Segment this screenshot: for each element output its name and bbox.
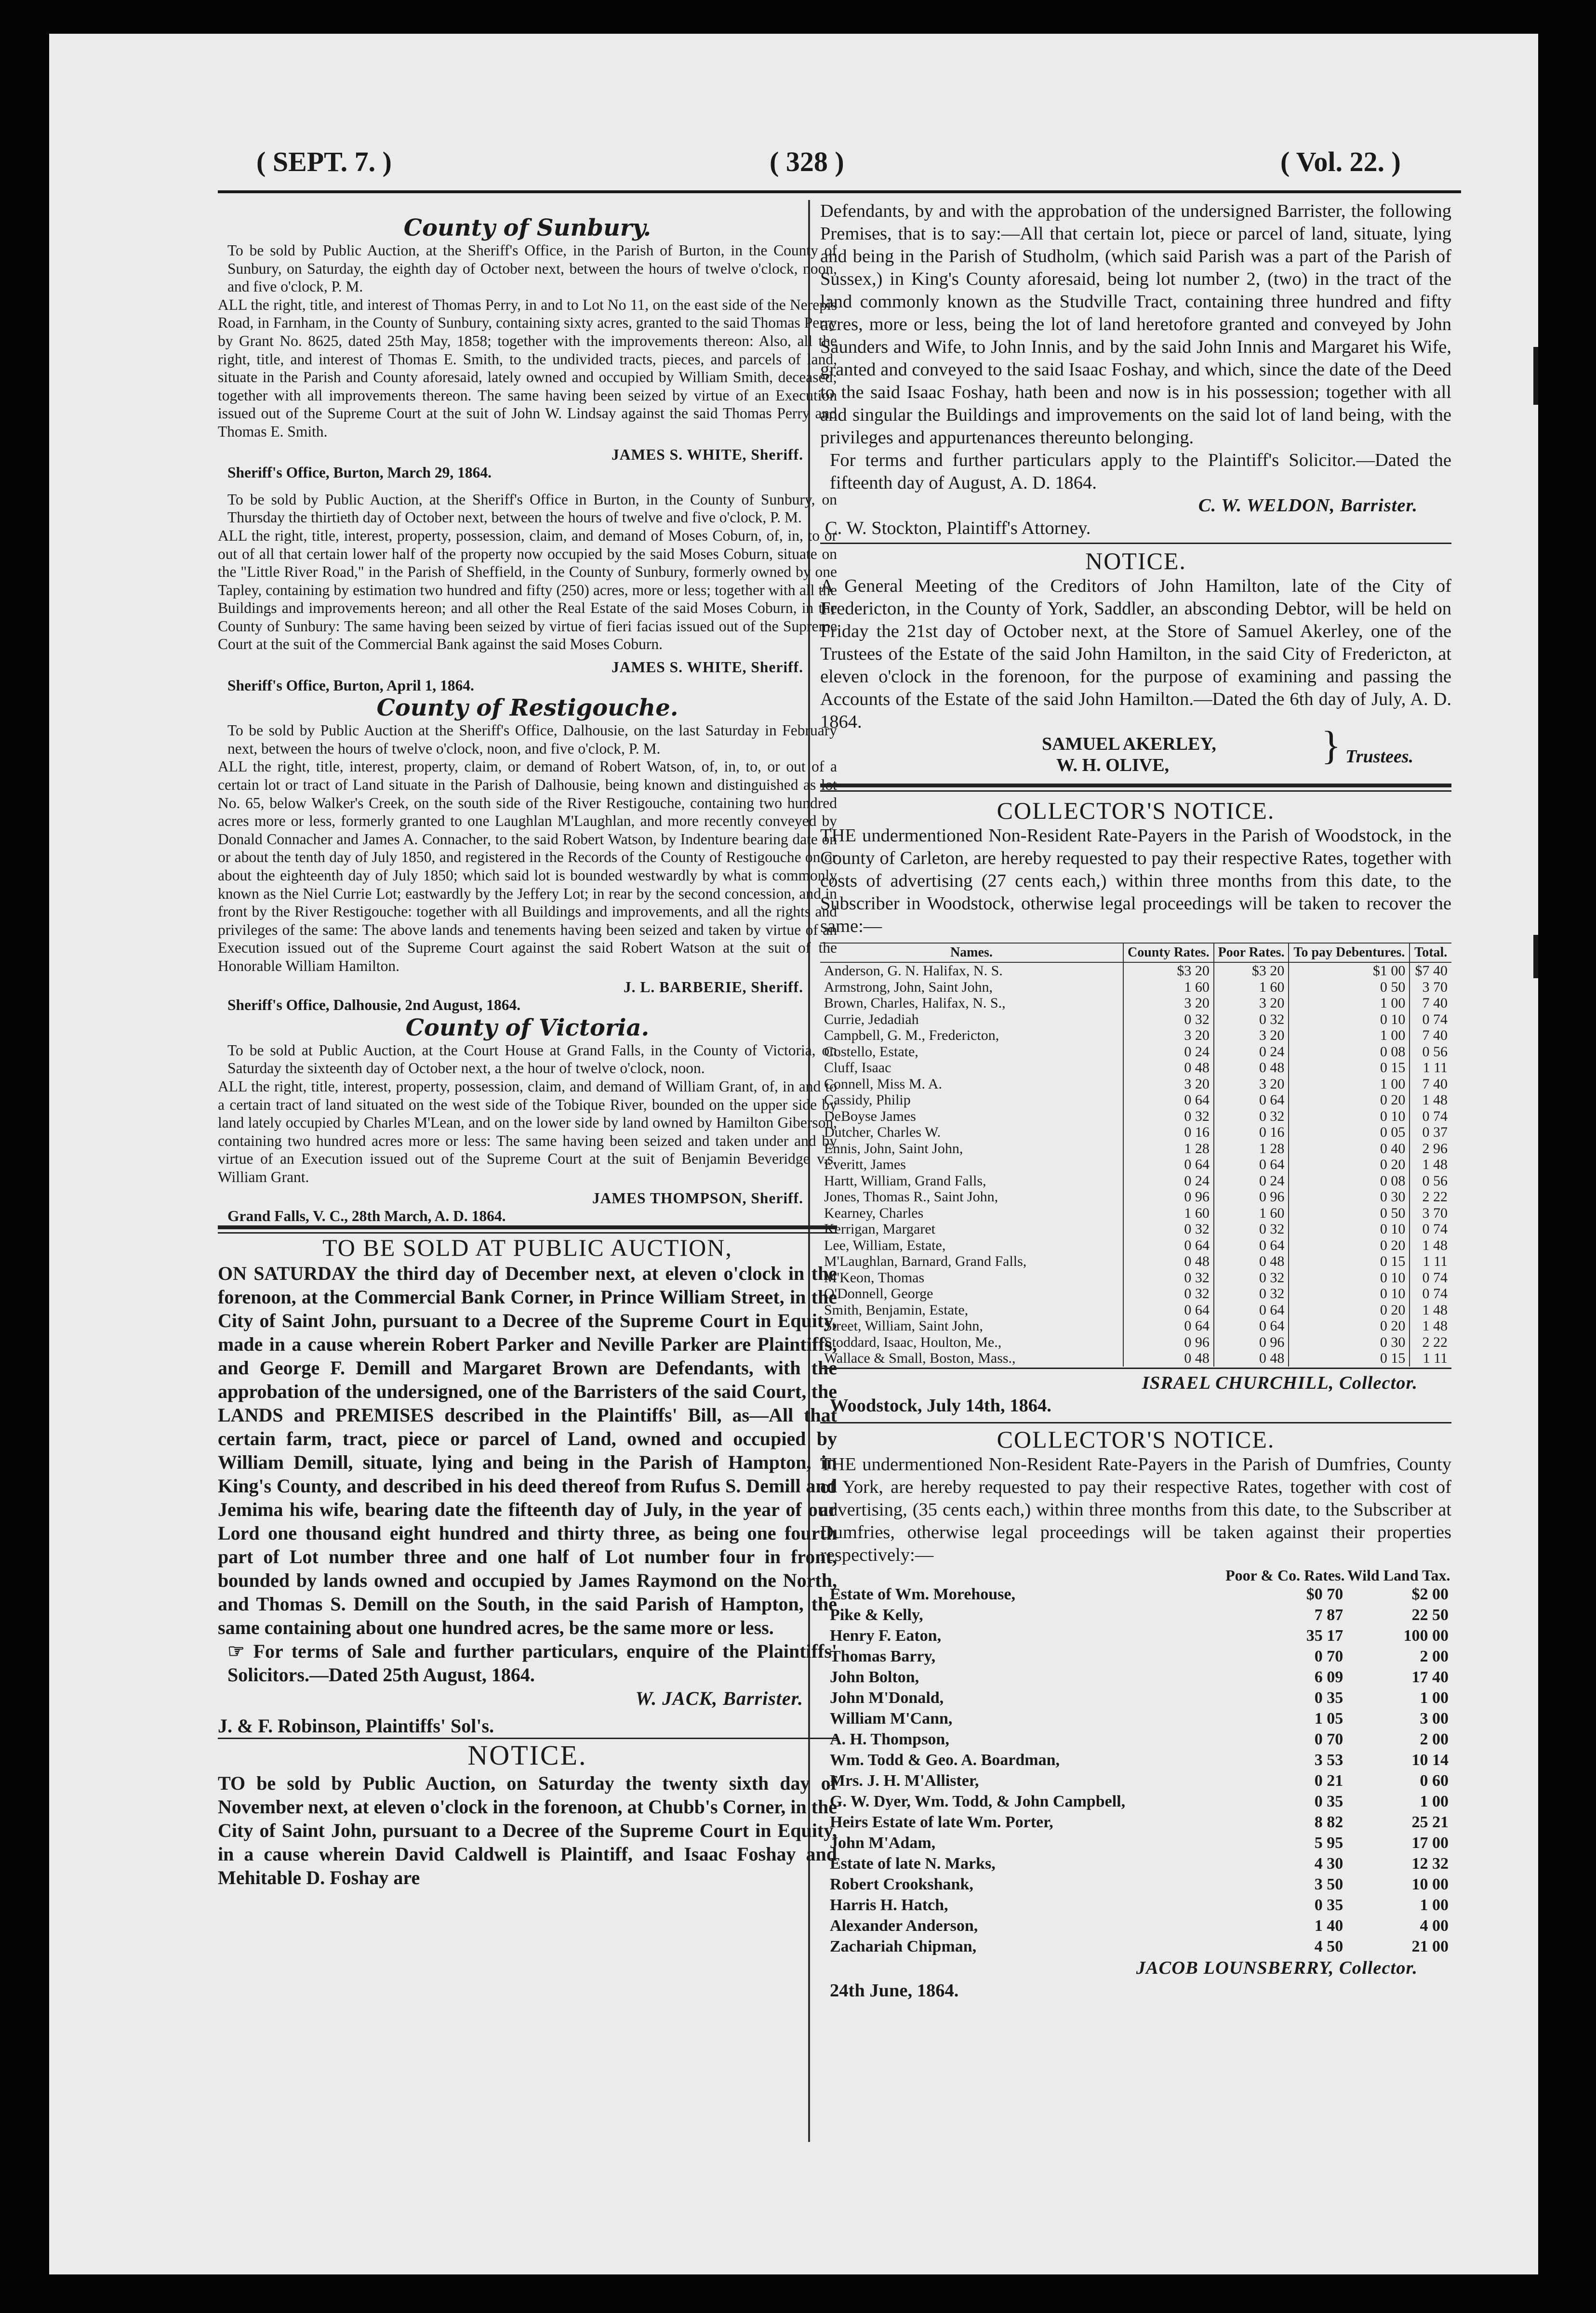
rate-value: 1 48 <box>1422 1156 1448 1172</box>
rate-value: 3 20 <box>1214 1027 1289 1044</box>
rate-value: 3 20 <box>1123 1027 1214 1044</box>
dumfries-title: COLLECTOR'S NOTICE. <box>997 1425 1275 1453</box>
rate-value: 1 48 <box>1422 1237 1448 1253</box>
dumfries-rates-table <box>820 1567 1451 1957</box>
table-row <box>820 1605 1451 1625</box>
table-row <box>820 1302 1451 1318</box>
restigouche-signature: J. L. BARBERIE, Sheriff. <box>623 978 803 996</box>
header-rule <box>218 190 1461 193</box>
heading-victoria: County of Victoria. <box>405 1014 650 1041</box>
ratepayer-name: Heirs Estate of late Wm. Porter, <box>830 1813 1053 1831</box>
rate-value: 0 32 <box>1214 1270 1289 1286</box>
rate-value: 0 48 <box>1214 1350 1289 1367</box>
rate-value: $3 20 <box>1123 962 1214 979</box>
rate-value: $7 40 <box>1415 963 1448 979</box>
rate-value: 0 64 <box>1123 1302 1214 1318</box>
ratepayer-name: Kerrigan, Margaret <box>820 1221 1123 1237</box>
rate-value: 0 32 <box>1123 1286 1214 1302</box>
woodstock-body: THE undermentioned Non-Resident Rate-Payers in the Parish of Woodstock, in the County of Carleton, are hereby requested to pay their respective Rates, together with costs of advertising (27 cents each,) within three months from this date, to the Subscriber in Woodstock, otherwise legal proceedings will be taken to recover the same:— <box>820 825 1451 936</box>
ratepayer-name: Currie, Jedadiah <box>820 1011 1123 1028</box>
rate-value: 2 00 <box>1420 1730 1449 1748</box>
rate-value: 0 64 <box>1123 1156 1214 1173</box>
rate-value: 0 20 <box>1289 1092 1410 1108</box>
table-row <box>820 979 1451 996</box>
continuation-body: Defendants, by and with the approbation of the undersigned Barrister, the following Premises, that is to say:—All that certain lot, piece or parcel of land, situate, lying and being in the Parish of Studholm, (which said Parish was a part of the Parish of Sussex,) in King's County aforesaid, being lot number 2, (two) in the tract of the land commonly known as the Studville Tract, containing three hundred and fifty acres, more or less, being the lot of land heretofore granted and conveyed by John Saunders and Wife, to John Innis, and by the said John Innis and Margaret his Wife, granted and conveyed to the said Isaac Foshay, and which, since the date of the Deed to the said Isaac Foshay, hath been and now is in his possession; together with all and singular the Buildings and improvements on the said lot of land being, with the privileges and appurtenances thereunto belonging. <box>820 201 1451 448</box>
ratepayer-name: M'Laughlan, Barnard, Grand Falls, <box>820 1253 1123 1270</box>
header-volume: ( Vol. 22. ) <box>1280 146 1401 177</box>
rate-value: 3 20 <box>1214 1076 1289 1092</box>
dumfries-signature: JACOB LOUNSBERRY, Collector. <box>1136 1957 1418 1978</box>
rate-value: 0 24 <box>1123 1044 1214 1060</box>
rate-value: 1 11 <box>1423 1350 1448 1366</box>
rate-value: 0 32 <box>1214 1108 1289 1125</box>
rate-value: 0 15 <box>1289 1253 1410 1270</box>
table-row <box>820 1173 1451 1189</box>
table-row <box>820 1584 1451 1605</box>
hamilton-notice-body: A General Meeting of the Creditors of John Hamilton, late of the City of Fredericton, in the County of York, Saddler, an absconding Debtor, will be held on Friday the 21st day of October next, at the Store of Samuel Akerley, one of the Trustees of the Estate of the said John Hamilton, in the said City of Fredericton, at eleven o'clock in the forenoon, for the purpose of examining and passing the Accounts of the Estate of the said John Hamilton.—Dated the 6th day of July, A. D. 1864. <box>820 576 1451 732</box>
rate-value: 0 64 <box>1214 1302 1289 1318</box>
ratepayer-name: Street, William, Saint John, <box>820 1318 1123 1334</box>
ratepayer-name: Anderson, G. N. Halifax, N. S. <box>820 962 1123 979</box>
rate-value: 0 15 <box>1289 1350 1410 1367</box>
ratepayer-name: Robert Crookshank, <box>830 1875 973 1893</box>
hamilton-notice-title: NOTICE. <box>1085 547 1186 574</box>
rate-value: 3 20 <box>1214 995 1289 1011</box>
rate-value: 0 40 <box>1289 1141 1410 1157</box>
table-row <box>820 1060 1451 1076</box>
rate-value: 0 32 <box>1214 1011 1289 1028</box>
ratepayer-name: Campbell, G. M., Fredericton, <box>820 1027 1123 1044</box>
rate-value: 10 00 <box>1411 1875 1449 1893</box>
rate-value: 0 32 <box>1123 1011 1214 1028</box>
header-date: ( SEPT. 7. ) <box>256 146 392 177</box>
table-row <box>820 1044 1451 1060</box>
ratepayer-name: Everitt, James <box>820 1156 1123 1173</box>
rate-value: 17 00 <box>1411 1834 1449 1852</box>
ratepayer-name: Connell, Miss M. A. <box>820 1076 1123 1092</box>
rate-value: 0 35 <box>1314 1896 1343 1914</box>
table-row <box>820 1124 1451 1141</box>
victoria-intro: To be sold at Public Auction, at the Court House at Grand Falls, in the County of Victoria, on Saturday the sixteenth day of October next, a the hour of twelve o'clock, noon. <box>227 1041 837 1077</box>
rate-value: 0 64 <box>1214 1237 1289 1254</box>
restigouche-intro: To be sold by Public Auction at the Sheriff's Office, Dalhousie, on the last Saturday in February next, between the hours of twelve o'clock, noon, and five o'clock, P. M. <box>227 722 837 757</box>
rate-value: 0 60 <box>1420 1771 1449 1790</box>
col-header-total: Total. <box>1410 943 1451 962</box>
edge-mark <box>1533 935 1538 978</box>
sunbury-notice2-signature: JAMES S. WHITE, Sheriff. <box>612 659 803 676</box>
ratepayer-name: John Bolton, <box>830 1668 919 1686</box>
rate-value: 0 56 <box>1422 1043 1448 1060</box>
rate-value: 1 60 <box>1123 979 1214 996</box>
continuation-signature: C. W. WELDON, Barrister. <box>1198 495 1418 516</box>
rate-value: 0 35 <box>1314 1688 1343 1707</box>
table-row <box>820 1237 1451 1254</box>
col-header-names: Names. <box>820 943 1123 962</box>
ratepayer-name: Estate of late N. Marks, <box>830 1854 996 1873</box>
rate-value: 1 48 <box>1422 1092 1448 1108</box>
rate-value: 7 87 <box>1314 1606 1343 1624</box>
rate-value: 0 08 <box>1289 1173 1410 1189</box>
rate-value: 0 24 <box>1123 1173 1214 1189</box>
col-header-poor-co: Poor & Co. Rates. <box>1225 1566 1345 1584</box>
rate-value: $3 20 <box>1214 962 1289 979</box>
table-row <box>820 1833 1451 1853</box>
ratepayer-name: Kearney, Charles <box>820 1205 1123 1222</box>
col-header-debentures: To pay Debentures. <box>1289 943 1410 962</box>
table-row <box>820 1646 1451 1667</box>
rate-value: 0 24 <box>1214 1173 1289 1189</box>
rate-value: 1 00 <box>1289 995 1410 1011</box>
rate-value: 3 53 <box>1314 1751 1343 1769</box>
sunbury-notice1-intro: To be sold by Public Auction, at the Sheriff's Office, in the Parish of Burton, in the County of Sunbury, on Saturday, the eighth day of October next, between the hours of twelve o'clock, noon, and five o'clock, P. M. <box>227 242 837 295</box>
rate-value: 0 48 <box>1123 1060 1214 1076</box>
woodstock-rows <box>820 962 1451 1367</box>
ratepayer-name: John M'Donald, <box>830 1688 944 1707</box>
newspaper-page <box>49 34 1538 2274</box>
rate-value: 0 10 <box>1289 1286 1410 1302</box>
ratepayer-name: Mrs. J. H. M'Allister, <box>830 1771 979 1790</box>
rate-value: 0 48 <box>1214 1060 1289 1076</box>
table-row <box>820 1688 1451 1708</box>
section-rule <box>820 784 1451 792</box>
sunbury-notice2-intro: To be sold by Public Auction, at the Sheriff's Office in Burton, in the County of Sunbury, on Thursday the thirtieth day of October next, between the hours of twelve and five o'clock, P. M. <box>227 491 837 526</box>
rate-value: 12 32 <box>1411 1854 1449 1873</box>
table-row <box>820 1853 1451 1874</box>
rate-value: 0 16 <box>1214 1124 1289 1141</box>
ratepayer-name: John M'Adam, <box>830 1834 936 1852</box>
trustees-label: Trustees. <box>1345 746 1414 767</box>
rate-value: 1 11 <box>1423 1253 1448 1269</box>
col-header-wild-land: Wild Land Tax. <box>1347 1566 1450 1584</box>
victoria-dated: Grand Falls, V. C., 28th March, A. D. 1864. <box>227 1208 506 1225</box>
rate-value: 0 70 <box>1314 1647 1343 1665</box>
ratepayer-name: Cluff, Isaac <box>820 1060 1123 1076</box>
rate-value: 3 20 <box>1123 995 1214 1011</box>
rate-value: 5 95 <box>1314 1834 1343 1852</box>
ratepayer-name: Pike & Kelly, <box>830 1606 923 1624</box>
woodstock-title: COLLECTOR'S NOTICE. <box>997 797 1275 824</box>
rate-value: $1 00 <box>1289 962 1410 979</box>
rate-value: 7 40 <box>1422 995 1448 1011</box>
rate-value: 0 20 <box>1289 1318 1410 1334</box>
rate-value: 3 70 <box>1422 979 1448 995</box>
table-row <box>820 1334 1451 1351</box>
auction-title: TO BE SOLD AT PUBLIC AUCTION, <box>322 1234 732 1261</box>
rate-value: 1 05 <box>1314 1709 1343 1728</box>
table-row <box>820 1895 1451 1915</box>
rate-value: 1 60 <box>1123 1205 1214 1222</box>
rate-value: 0 96 <box>1214 1189 1289 1205</box>
ratepayer-name: Smith, Benjamin, Estate, <box>820 1302 1123 1318</box>
rate-value: 1 11 <box>1423 1060 1448 1076</box>
rate-value: 7 40 <box>1422 1076 1448 1092</box>
victoria-body: ALL the right, title, interest, property, possession, claim, and demand of William Grant, of, in and to a certain tract of land situated on the west side of the Tobique River, bounded on the upper side by land lately occupied by Charles M'Lean, and on the lower side by land owned by Hamilton Giberson, containing two hundred acres more or less: The same having been seized and taken under and by virtue of an Execution issued out of the Supreme Court at the suit of Benjamin Beveridge v.s. William Grant. <box>218 1077 837 1185</box>
rate-value: 3 70 <box>1422 1205 1448 1221</box>
rate-value: 0 16 <box>1123 1124 1214 1141</box>
section-rule <box>820 1422 1451 1423</box>
table-row <box>820 1350 1451 1367</box>
ratepayer-name: Brown, Charles, Halifax, N. S., <box>820 995 1123 1011</box>
continuation-terms: For terms and further particulars apply to the Plaintiff's Solicitor.—Dated the fifteenth day of August, A. D. 1864. <box>830 450 1451 493</box>
ratepayer-name: Thomas Barry, <box>830 1647 936 1665</box>
rate-value: 0 96 <box>1123 1334 1214 1351</box>
rate-value: 0 74 <box>1422 1221 1448 1237</box>
section-rule <box>218 1225 837 1234</box>
rate-value: 0 64 <box>1123 1237 1214 1254</box>
rate-value: 0 48 <box>1123 1350 1214 1367</box>
table-row <box>820 1936 1451 1957</box>
victoria-signature: JAMES THOMPSON, Sheriff. <box>592 1189 803 1207</box>
trustee-olive: W. H. OLIVE, <box>1056 755 1170 775</box>
table-row <box>820 995 1451 1011</box>
rate-value: 0 64 <box>1214 1156 1289 1173</box>
rate-value: 0 96 <box>1214 1334 1289 1351</box>
rate-value: 0 48 <box>1123 1253 1214 1270</box>
rate-value: 1 00 <box>1289 1076 1410 1092</box>
ratepayer-name: Jones, Thomas R., Saint John, <box>820 1189 1123 1205</box>
ratepayer-name: Ennis, John, Saint John, <box>820 1141 1123 1157</box>
ratepayer-name: Costello, Estate, <box>820 1044 1123 1060</box>
table-row <box>820 1874 1451 1895</box>
rate-value: 1 28 <box>1214 1141 1289 1157</box>
rate-value: 7 40 <box>1422 1027 1448 1043</box>
rate-value: 0 20 <box>1289 1156 1410 1173</box>
rate-value: 4 00 <box>1420 1916 1449 1935</box>
table-row <box>820 1750 1451 1770</box>
rate-value: 22 50 <box>1411 1606 1449 1624</box>
rate-value: 0 74 <box>1422 1011 1448 1027</box>
rate-value: 1 00 <box>1420 1792 1449 1810</box>
ratepayer-name: DeBoyse James <box>820 1108 1123 1125</box>
rate-value: 2 96 <box>1422 1140 1448 1156</box>
table-row <box>820 1729 1451 1750</box>
left-column <box>218 200 837 2274</box>
table-row <box>820 1791 1451 1812</box>
table-row <box>820 1286 1451 1302</box>
bottom-notice-body: TO be sold by Public Auction, on Saturday the twenty sixth day of November next, at eleven o'clock in the forenoon, at Chubb's Corner, in the City of Saint John, pursuant to a Decree of the Supreme Court in Equity, in a cause wherein David Caldwell is Plaintiff, and Isaac Foshay and Mehitable D. Foshay are <box>218 1772 837 1888</box>
sunbury-notice1-body: ALL the right, title, and interest of Thomas Perry, in and to Lot No 11, on the east side of the Nerepis Road, in Farnham, in the County of Sunbury, containing sixty acres, granted to the said Thomas Perry by Grant No. 8625, dated 25th May, 1858; together with the improvements thereon: Also, all the right, title, and interest of Thomas E. Smith, to the undivided tracts, pieces, and parcels of land, situate in the Parish and County aforesaid, lately owned and occupied by William Smith, deceased; together with all improvements thereon. The same having been seized by virtue of an Execution issued out of the Supreme Court at the suit of John W. Lindsay against the said Thomas Perry and Thomas E. Smith. <box>218 296 837 440</box>
rate-value: 0 37 <box>1422 1124 1448 1140</box>
heading-restigouche: County of Restigouche. <box>376 694 678 722</box>
rate-value: 0 20 <box>1289 1302 1410 1318</box>
rate-value: 0 74 <box>1422 1108 1448 1124</box>
rate-value: 10 14 <box>1411 1751 1449 1769</box>
rate-value: 2 00 <box>1420 1647 1449 1665</box>
ratepayer-name: Henry F. Eaton, <box>830 1626 942 1645</box>
table-row <box>820 1270 1451 1286</box>
edge-mark <box>1533 347 1538 405</box>
rate-value: 0 15 <box>1289 1060 1410 1076</box>
rate-value: 0 48 <box>1214 1253 1289 1270</box>
rate-value: 0 30 <box>1289 1334 1410 1351</box>
sunbury-notice2-body: ALL the right, title, interest, property, possession, claim, and demand of Moses Coburn, of, in, to or out of all that certain lower half of the property now occupied by the said Moses Coburn, situate on the "Little River Road," in the Parish of Sheffield, in the County of Sunbury, formerly owned by one Tapley, containing by estimation two hundred and fifty (250) acres, more or less; together with all the Buildings and improvements hereon; and all other the Real Estate of the said Moses Coburn, in the County of Sunbury: The same having been seized by virtue of fieri facias issued out of the Supreme Court at the suit of the Commercial Bank against the said Moses Coburn. <box>218 527 837 653</box>
bottom-notice-title: NOTICE. <box>467 1739 587 1771</box>
rate-value: 0 64 <box>1214 1318 1289 1334</box>
rate-value: 0 50 <box>1289 1205 1410 1222</box>
restigouche-dated: Sheriff's Office, Dalhousie, 2nd August, 1864. <box>227 997 521 1014</box>
table-row <box>820 1625 1451 1646</box>
rate-value: 0 74 <box>1422 1269 1448 1286</box>
dumfries-dated: 24th June, 1864. <box>830 1980 959 2001</box>
rate-value: 0 32 <box>1123 1221 1214 1237</box>
rate-value: 0 64 <box>1123 1092 1214 1108</box>
rate-value: 1 60 <box>1214 1205 1289 1222</box>
table-row <box>820 1076 1451 1092</box>
auction-signature: W. JACK, Barrister. <box>635 1687 803 1709</box>
dumfries-rows <box>820 1584 1451 1957</box>
auction-body: ON SATURDAY the third day of December next, at eleven o'clock in the forenoon, at the Commercial Bank Corner, in Prince William Street, in the City of Saint John, pursuant to a Decree of the Supreme Court in Equity, made in a cause wherein Robert Parker and Neville Parker are Plaintiffs, and George F. Demill and Margaret Brown are Defendants, with the approbation of the undersigned, one of the Barristers of the said Court, the LANDS and PREMISES described in the Plaintiffs' Bill, as—All that certain farm, tract, piece or parcel of Land, owned and occupied by William Demill, situate, lying and being in the Parish of Hampton, in King's County, and described in his deed thereof from Rufus S. Demill and Jemima his wife, bearing date the fifteenth day of July, in the year of our Lord one thousand eight hundred and thirty three, as being one fourth part of Lot number three and one half of Lot number four in front, bounded by lands owned and occupied by James Raymond on the North, and Thomas S. Demill on the South, in the said Parish of Hampton, the same containing about one hundred acres, be the same more or less. <box>218 1262 837 1638</box>
rate-value: 1 00 <box>1420 1896 1449 1914</box>
ratepayer-name: William M'Cann, <box>830 1709 953 1728</box>
ratepayer-name: Hartt, William, Grand Falls, <box>820 1173 1123 1189</box>
woodstock-rates-table <box>820 943 1451 1367</box>
rate-value: 1 60 <box>1214 979 1289 996</box>
rate-value: 0 08 <box>1289 1044 1410 1060</box>
sunbury-notice1-signature: JAMES S. WHITE, Sheriff. <box>612 446 803 463</box>
rate-value: 17 40 <box>1411 1668 1449 1686</box>
rate-value: 0 35 <box>1314 1792 1343 1810</box>
rate-value: 2 22 <box>1422 1189 1448 1205</box>
ratepayer-name: O'Donnell, George <box>820 1286 1123 1302</box>
rate-value: 0 10 <box>1289 1221 1410 1237</box>
rate-value: 0 32 <box>1214 1286 1289 1302</box>
sunbury-notice2-dated: Sheriff's Office, Burton, April 1, 1864. <box>227 677 474 694</box>
rate-value: 0 96 <box>1123 1189 1214 1205</box>
brace-glyph: } <box>1321 723 1341 768</box>
rate-value: 0 10 <box>1289 1270 1410 1286</box>
table-row <box>820 1221 1451 1237</box>
rate-value: 0 10 <box>1289 1011 1410 1028</box>
sunbury-notice1-dated: Sheriff's Office, Burton, March 29, 1864. <box>227 464 492 481</box>
rate-value: 0 64 <box>1123 1318 1214 1334</box>
rate-value: 0 05 <box>1289 1124 1410 1141</box>
ratepayer-name: M'Keon, Thomas <box>820 1270 1123 1286</box>
ratepayer-name: Wallace & Small, Boston, Mass., <box>820 1350 1123 1367</box>
ratepayer-name: Dutcher, Charles W. <box>820 1124 1123 1141</box>
rate-value: 6 09 <box>1314 1668 1343 1686</box>
table-row <box>820 1318 1451 1334</box>
rate-value: 3 20 <box>1123 1076 1214 1092</box>
rate-value: 0 32 <box>1123 1270 1214 1286</box>
rate-value: 0 21 <box>1314 1771 1343 1790</box>
rate-value: $2 00 <box>1411 1585 1449 1603</box>
rate-value: 0 30 <box>1289 1189 1410 1205</box>
ratepayer-name: Estate of Wm. Morehouse, <box>830 1585 1015 1603</box>
rate-value: 1 00 <box>1420 1688 1449 1707</box>
rate-value: 4 30 <box>1314 1854 1343 1873</box>
table-row <box>820 1141 1451 1157</box>
ratepayer-name: A. H. Thompson, <box>830 1730 949 1748</box>
table-row <box>820 1156 1451 1173</box>
rate-value: 0 50 <box>1289 979 1410 996</box>
rate-value: 1 28 <box>1123 1141 1214 1157</box>
table-row <box>820 1189 1451 1205</box>
dumfries-body: THE undermentioned Non-Resident Rate-Payers in the Parish of Dumfries, County of York, are hereby requested to pay their respective Rates, together with cost of advertising, (35 cents each,) within three months from this date, to the Subscriber at Dumfries, otherwise legal proceedings will be taken against their properties respectively:— <box>820 1454 1451 1565</box>
restigouche-body: ALL the right, title, interest, property, claim, or demand of Robert Watson, of, in, to, or out of a certain lot or tract of Land situate in the Parish of Dalhousie, being known and distinguished as lot No. 65, below Walker's Creek, on the south side of the River Restigouche, containing two hundred acres more or less, formerly granted to one Laughlan M'Laughlan, and more recently conveyed by Donald Connacher and James A. Connacher, to the said Robert Watson, by Indenture bearing date on or about the tenth day of July 1850, and registered in the Records of the County of Restigouche on or about the eighteenth day of July 1850; which said lot is bounded westwardly by what is commonly known as the Niel Currie Lot; eastwardly by the Jeffery Lot; in rear by the second concession, and in front by the River Restigouche: together with all Buildings and improvements, and all the rights and privileges of the same: The above lands and tenements having been seized and taken by virtue of an Execution issued out of the Supreme Court against the said Robert Watson at the suit of the Honorable William Hamilton. <box>218 758 837 974</box>
rate-value: $0 70 <box>1306 1585 1343 1603</box>
table-row <box>820 1253 1451 1270</box>
ratepayer-name: Wm. Todd & Geo. A. Boardman, <box>830 1751 1060 1769</box>
col-header-county: County Rates. <box>1123 943 1214 962</box>
rate-value: 1 00 <box>1289 1027 1410 1044</box>
table-row <box>820 1708 1451 1729</box>
ratepayer-name: Cassidy, Philip <box>820 1092 1123 1108</box>
ratepayer-name: Lee, William, Estate, <box>820 1237 1123 1254</box>
rate-value: 0 24 <box>1214 1044 1289 1060</box>
heading-sunbury: County of Sunbury. <box>403 214 652 241</box>
table-row <box>820 1667 1451 1688</box>
ratepayer-name: Armstrong, John, Saint John, <box>820 979 1123 996</box>
ratepayer-name: Harris H. Hatch, <box>830 1896 948 1914</box>
rate-value: 0 10 <box>1289 1108 1410 1125</box>
table-row <box>820 1812 1451 1833</box>
table-bottom-rule <box>820 1368 1451 1369</box>
rate-value: 0 74 <box>1422 1286 1448 1302</box>
page-header <box>49 146 1538 189</box>
rate-value: 21 00 <box>1411 1937 1449 1955</box>
continuation-attorney: C. W. Stockton, Plaintiff's Attorney. <box>825 518 1091 538</box>
rate-value: 0 70 <box>1314 1730 1343 1748</box>
woodstock-dated: Woodstock, July 14th, 1864. <box>830 1395 1051 1416</box>
ratepayer-name: Alexander Anderson, <box>830 1916 978 1935</box>
rate-value: 0 32 <box>1123 1108 1214 1125</box>
ratepayer-name: Stoddard, Isaac, Houlton, Me., <box>820 1334 1123 1351</box>
table-row <box>820 962 1451 979</box>
rate-value: 0 56 <box>1422 1172 1448 1189</box>
woodstock-signature: ISRAEL CHURCHILL, Collector. <box>1142 1372 1418 1393</box>
table-row <box>820 1770 1451 1791</box>
header-page-number: ( 328 ) <box>770 146 844 177</box>
rate-value: 4 50 <box>1314 1937 1343 1955</box>
rate-value: 3 00 <box>1420 1709 1449 1728</box>
section-rule <box>820 543 1451 544</box>
ratepayer-name: Zachariah Chipman, <box>830 1937 977 1955</box>
trustee-akerley: SAMUEL AKERLEY, <box>1042 734 1216 754</box>
rate-value: 100 00 <box>1403 1626 1449 1645</box>
table-row <box>820 1092 1451 1108</box>
rate-value: 1 40 <box>1314 1916 1343 1935</box>
rate-value: 1 48 <box>1422 1318 1448 1334</box>
ratepayer-name: G. W. Dyer, Wm. Todd, & John Campbell, <box>830 1792 1126 1810</box>
rate-value: 2 22 <box>1422 1334 1448 1350</box>
auction-solicitors: J. & F. Robinson, Plaintiffs' Sol's. <box>218 1715 494 1737</box>
table-row <box>820 1205 1451 1222</box>
hamilton-trustees <box>820 723 1451 776</box>
table-row <box>820 1915 1451 1936</box>
auction-terms: ☞ For terms of Sale and further particulars, enquire of the Plaintiffs' Solicitors.—Dated 25th August, 1864. <box>227 1640 837 1686</box>
rate-value: 0 20 <box>1289 1237 1410 1254</box>
rate-value: 25 21 <box>1411 1813 1449 1831</box>
table-row <box>820 1108 1451 1125</box>
rate-value: 0 64 <box>1214 1092 1289 1108</box>
rate-value: 3 50 <box>1314 1875 1343 1893</box>
table-row <box>820 1011 1451 1028</box>
right-column <box>801 200 1451 2274</box>
rate-value: 35 17 <box>1306 1626 1343 1645</box>
table-row <box>820 1027 1451 1044</box>
rate-value: 8 82 <box>1314 1813 1343 1831</box>
rate-value: 0 32 <box>1214 1221 1289 1237</box>
rate-value: 1 48 <box>1422 1302 1448 1318</box>
col-header-poor: Poor Rates. <box>1214 943 1289 962</box>
